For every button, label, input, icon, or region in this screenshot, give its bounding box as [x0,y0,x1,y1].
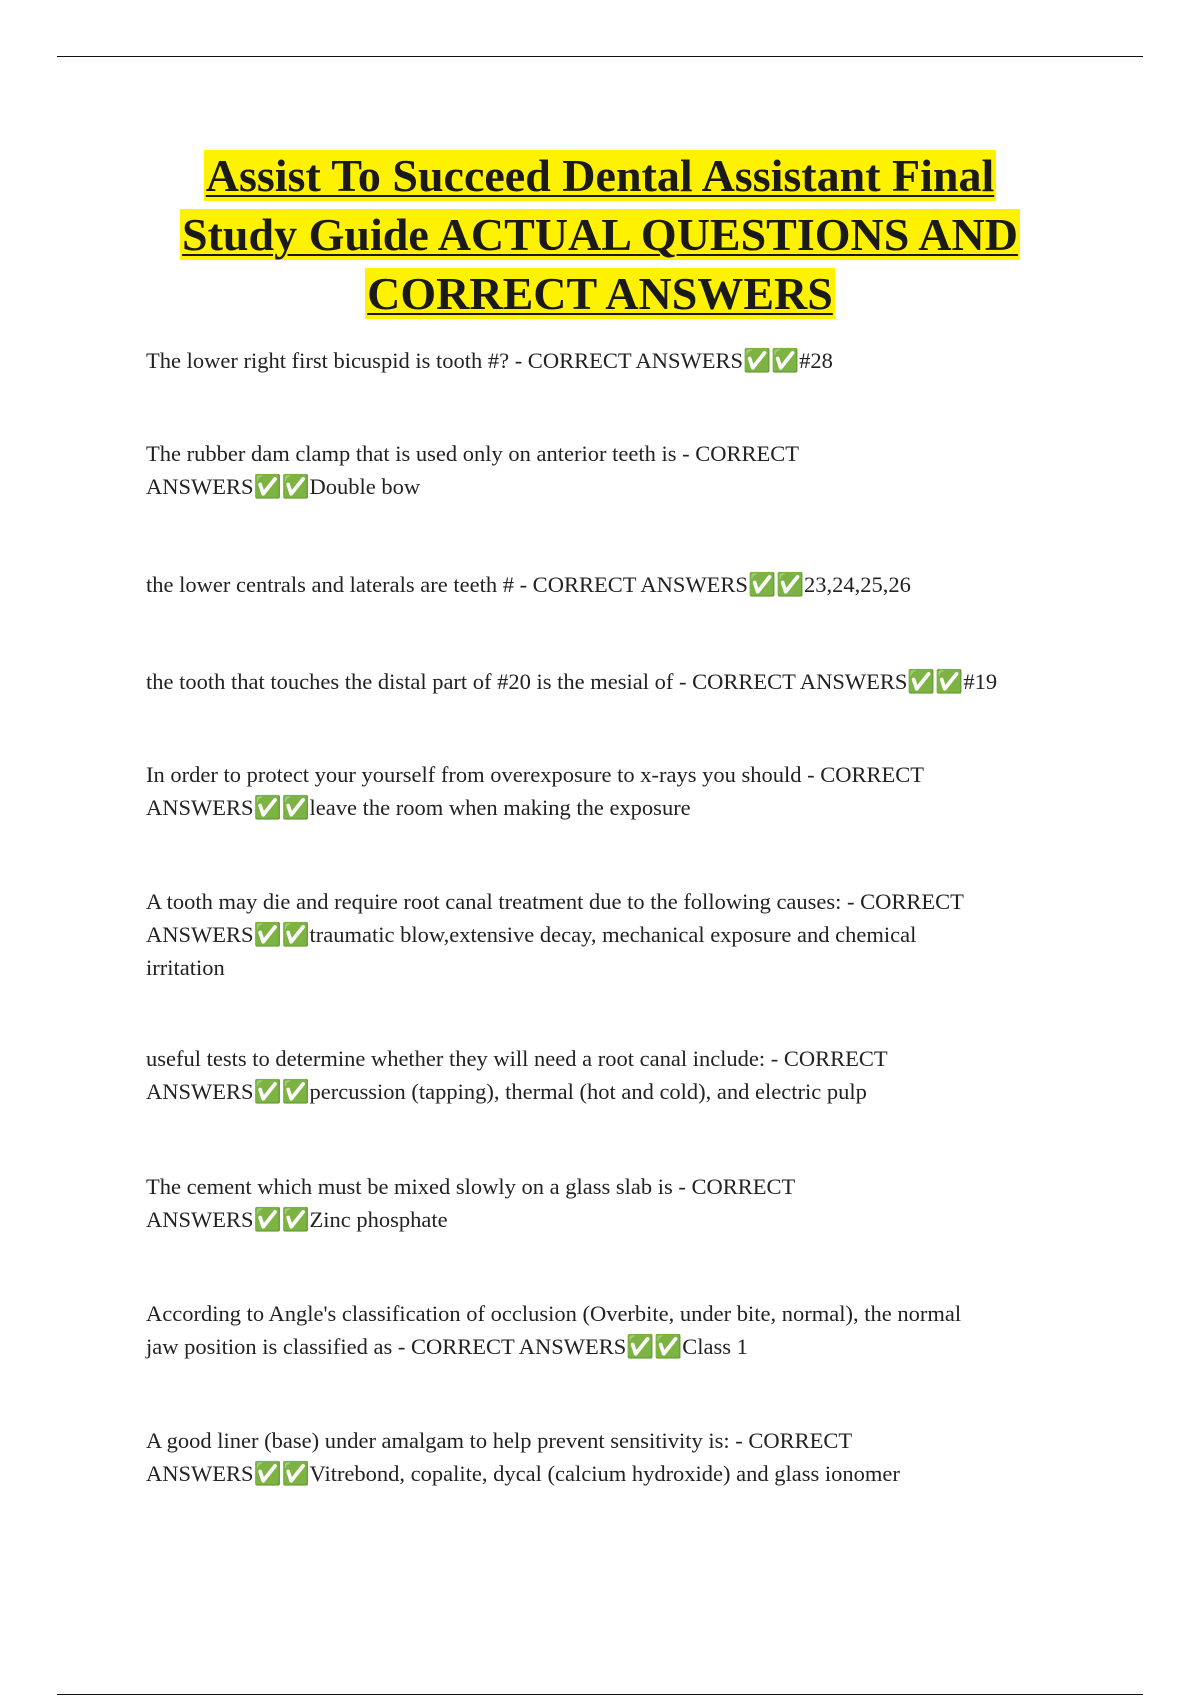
qa-line: The cement which must be mixed slowly on a glass slab is - CORRECT [146,1174,796,1199]
qa-line: the lower centrals and laterals are teeth # - CORRECT ANSWERS✅✅23,24,25,26 [146,572,911,597]
qa-line: ANSWERS✅✅Vitrebond, copalite, dycal (calcium hydroxide) and glass ionomer [146,1461,900,1486]
qa-line: A good liner (base) under amalgam to help prevent sensitivity is: - CORRECT [146,1428,853,1453]
document-title [90,146,1110,323]
qa-line: A tooth may die and require root canal treatment due to the following causes: - CORRECT [146,889,964,914]
qa-item [146,568,1076,601]
qa-line: According to Angle's classification of occlusion (Overbite, under bite, normal), the normal [146,1301,962,1326]
qa-line: ANSWERS✅✅Zinc phosphate [146,1207,448,1232]
footer-rule [57,1694,1143,1695]
qa-line: ANSWERS✅✅traumatic blow,extensive decay, mechanical exposure and chemical [146,922,917,947]
title-line: Study Guide ACTUAL QUESTIONS AND [182,209,1018,260]
qa-item [146,1170,1076,1236]
title-line: CORRECT ANSWERS [367,268,833,319]
qa-item [146,344,1076,377]
qa-line: ANSWERS✅✅leave the room when making the exposure [146,795,691,820]
qa-line: useful tests to determine whether they will need a root canal include: - CORRECT [146,1046,888,1071]
qa-item [146,1297,1076,1363]
qa-item [146,758,1076,824]
qa-line: In order to protect your yourself from overexposure to x-rays you should - CORRECT [146,762,924,787]
qa-line: the tooth that touches the distal part of #20 is the mesial of - CORRECT ANSWERS✅✅#19 [146,669,998,694]
qa-line: ANSWERS✅✅Double bow [146,474,421,499]
qa-line: jaw position is classified as - CORRECT ANSWERS✅✅Class 1 [146,1334,748,1359]
header-rule [57,56,1143,57]
qa-item [146,437,1076,503]
qa-line: irritation [146,955,225,980]
qa-item [146,1424,1076,1490]
qa-item [146,885,1076,984]
qa-line: The lower right first bicuspid is tooth #? - CORRECT ANSWERS✅✅#28 [146,348,833,373]
qa-item [146,665,1076,698]
title-line: Assist To Succeed Dental Assistant Final [205,150,995,201]
qa-item [146,1042,1076,1108]
qa-line: The rubber dam clamp that is used only on anterior teeth is - CORRECT [146,441,799,466]
qa-line: ANSWERS✅✅percussion (tapping), thermal (hot and cold), and electric pulp [146,1079,867,1104]
